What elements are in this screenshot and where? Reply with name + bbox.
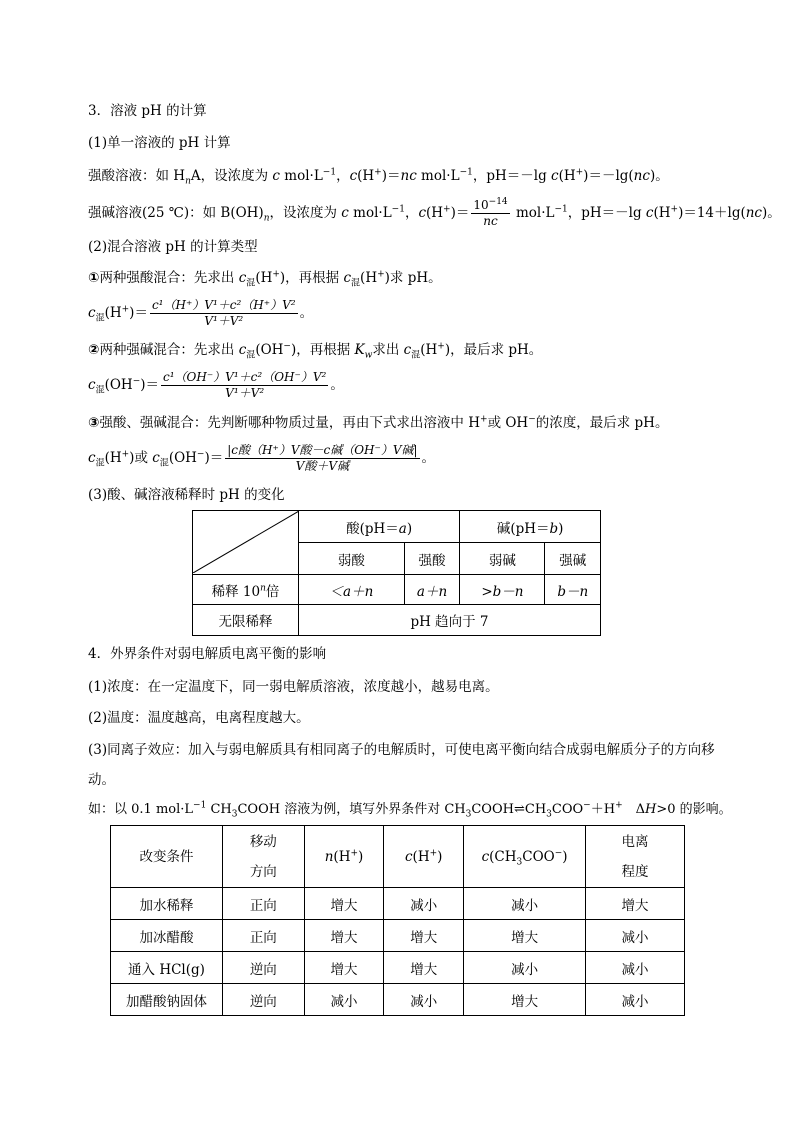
mix-1-line: ①两种强酸混合：先求出 $c_混(H^+)$，再根据 $c_混(H^+)$求 pH。	[88, 269, 442, 289]
strong-acid-header: 强酸	[404, 543, 459, 575]
cell: 减小	[586, 984, 685, 1016]
base-header: 碱(pH＝b)	[460, 511, 601, 543]
cell: 增大	[384, 920, 464, 952]
cell: 增大	[464, 920, 586, 952]
mix-3-line: ③强酸、强碱混合：先判断哪种物质过量，再由下式求出溶液中 H+或 OH−的浓度，最后求 pH。	[88, 414, 669, 431]
mix-2-line: ②两种强碱混合：先求出 $c_混(OH^-)$，再根据 $K_w$求出 $c_混(H^+)$，最后求 pH。	[88, 341, 543, 361]
cell: 逆向	[222, 952, 304, 984]
cell: 减小	[464, 888, 586, 920]
subsection-1-title: (1)单一溶液的 pH 计算	[88, 135, 231, 151]
strong-base-header: 强碱	[545, 543, 601, 575]
weak-base-header: 弱碱	[460, 543, 545, 575]
table-row	[111, 984, 685, 1016]
section-4-title: 4．外界条件对弱电解质电离平衡的影响	[88, 646, 327, 662]
fraction: $\frac{10^{-14}}{nc}$	[473, 197, 508, 228]
paragraph: (1)浓度：在一定温度下，同一弱电解质溶液，浓度越小，越易电离。	[88, 679, 499, 695]
strong-acid-line: 强酸溶液：如 $H_nA$，设浓度为 c $mol\cdot L^{-1}$，c(H+)＝nc $mol\cdot L^{-1}$，pH＝－lg c(H+)＝－lg(nc)。	[88, 167, 669, 187]
cell: 增大	[464, 984, 586, 1016]
header-condition: 改变条件	[111, 826, 223, 888]
dilution-table	[192, 510, 601, 636]
formula-3: $c_混(H^+)$或 $c_混(OH^-)=$ $\frac{\text{|c酸（H⁺）V酸－c碱（OH⁻）V碱|}}{\text{V酸＋V碱}}$ 。	[88, 443, 436, 473]
cell: 增大	[586, 888, 685, 920]
example-line: 如：以 0.1 $mol\cdot L^{-1}$ $CH_3COOH$ 溶液为例，填写外界条件对 $CH_3COOH\rightleftharpoons CH_3COO^-+H^+$ ΔH>0 的影响。	[88, 800, 732, 820]
cell: 正向	[222, 888, 304, 920]
table-row	[111, 920, 685, 952]
header-n-h: n(H+)	[304, 826, 384, 888]
subsection-2-title: (2)混合溶液 pH 的计算类型	[88, 239, 258, 255]
cell: ＜a＋n	[298, 575, 404, 605]
header-c-acetate: $c(CH_3COO^-)$	[464, 826, 586, 888]
table-row	[111, 888, 685, 920]
cell: 逆向	[222, 984, 304, 1016]
equilibrium-table	[110, 825, 685, 1016]
cell: 加水稀释	[111, 888, 223, 920]
diagonal-corner-cell	[193, 511, 299, 575]
cell: 减小	[464, 952, 586, 984]
cell: 减小	[586, 920, 685, 952]
row-infinite-label: 无限稀释	[193, 605, 299, 636]
cell: 减小	[384, 984, 464, 1016]
cell: 减小	[586, 952, 685, 984]
cell: 通入 HCl(g)	[111, 952, 223, 984]
cell: 增大	[304, 888, 384, 920]
acid-header: 酸(pH＝a)	[298, 511, 459, 543]
formula-2: $c_混(OH^-)=$ $\frac{\text{c¹（OH⁻）V¹＋c²（OH⁻）V²}}{\text{V¹＋V²}}$ 。	[88, 370, 344, 400]
paragraph: 动。	[88, 772, 115, 788]
cell: 加醋酸钠固体	[111, 984, 223, 1016]
header-c-h: c(H+)	[384, 826, 464, 888]
strong-base-line: 强碱溶液(25 ℃)：如 $B(OH)_n$，设浓度为 c $mol\cdot L^{-1}$，c(H+)＝ $\frac{10^{-14}}{nc}$ $mol\cdot L^{-1}$，pH＝－lg c(H+)＝14＋lg(nc)。	[88, 197, 781, 228]
table-row	[111, 952, 685, 984]
paragraph: (2)温度：温度越高，电离程度越大。	[88, 710, 310, 726]
cell: b－n	[545, 575, 601, 605]
cell: 增大	[304, 920, 384, 952]
diagonal-line	[193, 511, 299, 573]
header-degree: 电离 程度	[586, 826, 685, 888]
cell: 减小	[384, 888, 464, 920]
cell: 减小	[304, 984, 384, 1016]
paragraph: (3)同离子效应：加入与弱电解质具有相同离子的电解质时，可使电离平衡向结合成弱电解质分子的方向移	[88, 742, 715, 758]
cell: >b－n	[460, 575, 545, 605]
section-3-title: 3．溶液 pH 的计算	[88, 103, 207, 119]
cell: 加冰醋酸	[111, 920, 223, 952]
cell: a＋n	[404, 575, 459, 605]
formula-1: $c_混(H^+)=$ $\frac{\text{c¹（H⁺）V¹＋c²（H⁺）V²}}{\text{V¹＋V²}}$ 。	[88, 298, 314, 328]
row-dilute-label: 稀释 10$^n$倍	[193, 575, 299, 605]
subsection-3-title: (3)酸、碱溶液稀释时 pH 的变化	[88, 487, 285, 503]
cell: 正向	[222, 920, 304, 952]
cell: 增大	[384, 952, 464, 984]
cell: 增大	[304, 952, 384, 984]
header-direction: 移动 方向	[222, 826, 304, 888]
cell: pH 趋向于 7	[298, 605, 600, 636]
weak-acid-header: 弱酸	[298, 543, 404, 575]
